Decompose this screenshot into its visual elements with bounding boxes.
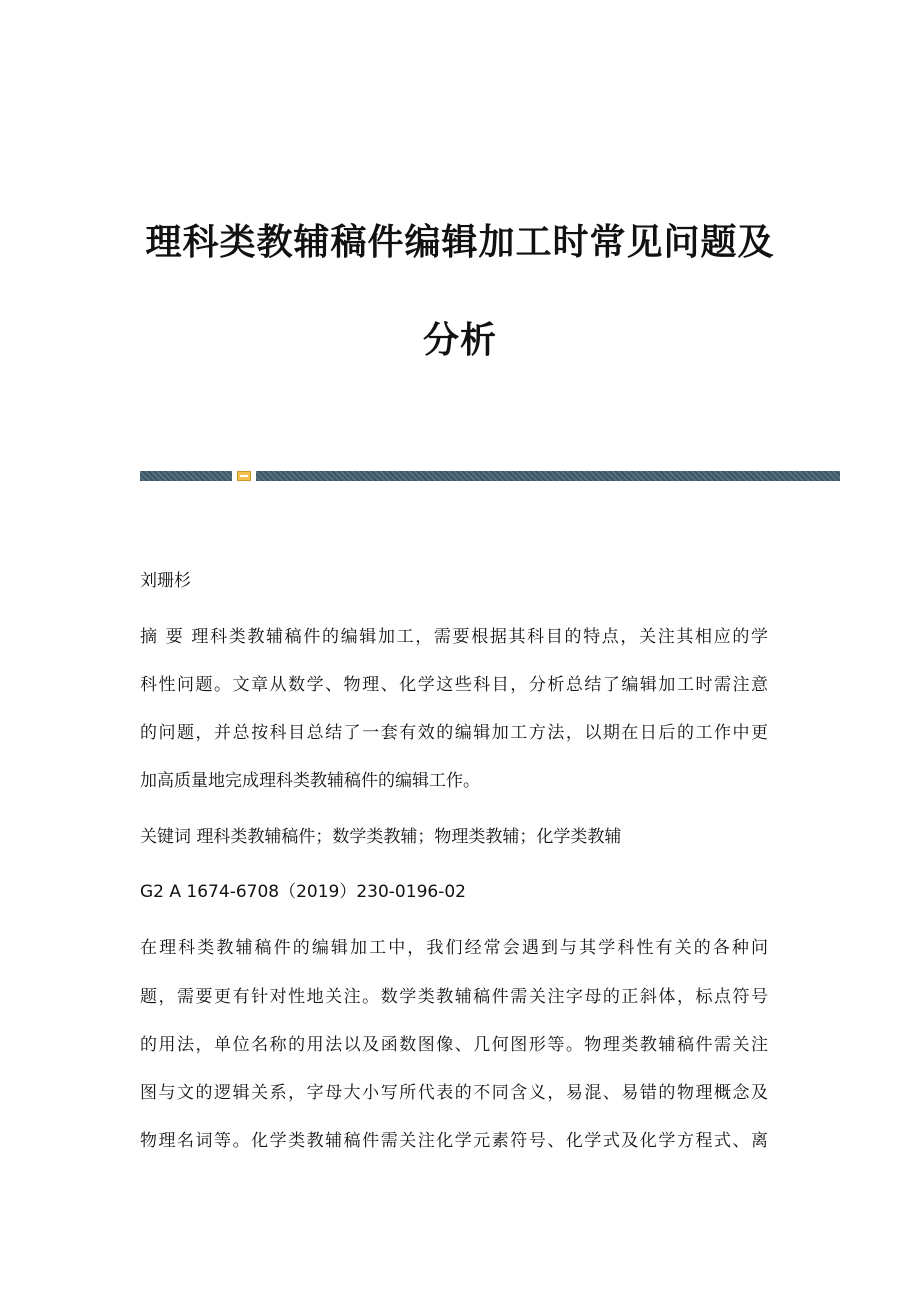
classification-code: G2 A 1674-6708（2019）230-0196-02	[140, 882, 466, 902]
body-line: 在理科类教辅稿件的编辑加工中，我们经常会遇到与其学科性有关的各种问	[140, 938, 768, 958]
abstract-line: 摘 要 理科类教辅稿件的编辑加工，需要根据其科目的特点，关注其相应的学	[140, 627, 768, 647]
abstract-line: 加高质量地完成理科类教辅稿件的编辑工作。	[140, 771, 480, 791]
divider-bar-right	[256, 471, 840, 481]
body-line: 图与文的逻辑关系，字母大小写所代表的不同含义，易混、易错的物理概念及	[140, 1083, 768, 1103]
divider-bar-left	[140, 471, 232, 481]
body-line: 物理名词等。化学类教辅稿件需关注化学元素符号、化学式及化学方程式、离	[140, 1131, 768, 1151]
author-name: 刘珊杉	[140, 571, 191, 591]
page-title-line-1: 理科类教辅稿件编辑加工时常见问题及	[145, 221, 775, 263]
abstract-line: 的问题，并总按科目总结了一套有效的编辑加工方法，以期在日后的工作中更	[140, 723, 768, 743]
envelope-icon	[237, 471, 251, 481]
body-line: 题，需要更有针对性地关注。数学类教辅稿件需关注字母的正斜体，标点符号	[140, 987, 768, 1007]
body-line: 的用法，单位名称的用法以及函数图像、几何图形等。物理类教辅稿件需关注	[140, 1035, 768, 1055]
abstract-line: 科性问题。文章从数学、物理、化学这些科目，分析总结了编辑加工时需注意	[140, 675, 768, 695]
keywords: 关键词 理科类教辅稿件；数学类教辅；物理类教辅；化学类教辅	[140, 827, 622, 847]
page-title-line-2: 分析	[422, 319, 497, 361]
